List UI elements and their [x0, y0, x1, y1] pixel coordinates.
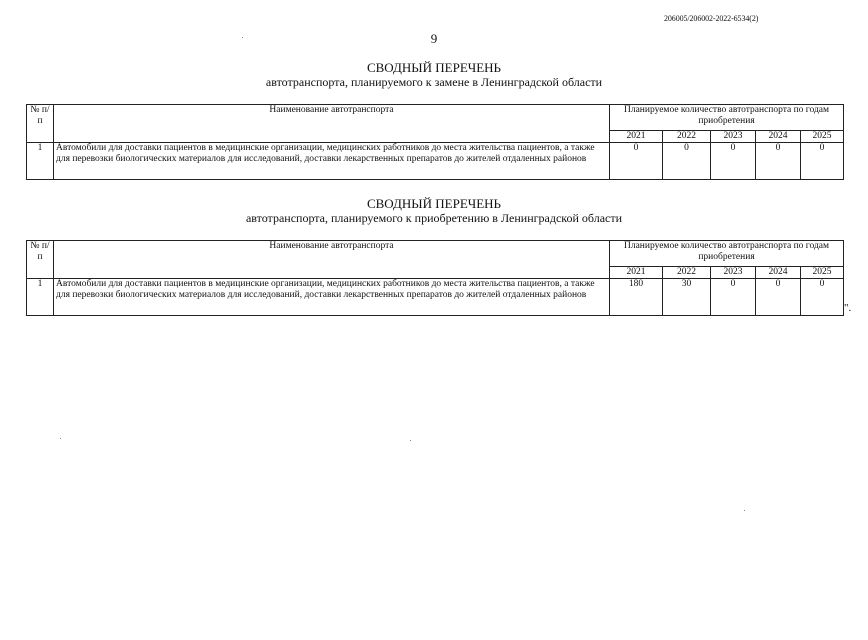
year-header: 2021 — [610, 267, 663, 279]
quantity-cell: 0 — [711, 279, 756, 316]
scan-speck — [242, 37, 243, 38]
section-2-subtitle: автотранспорта, планируемого к приобретению в Ленинградской области — [245, 211, 623, 225]
year-header: 2025 — [801, 131, 844, 143]
quantity-cell: 0 — [756, 279, 801, 316]
year-header: 2025 — [801, 267, 844, 279]
table-row — [27, 143, 844, 180]
year-header: 2022 — [663, 267, 711, 279]
row-vehicle-description: Автомобили для доставки пациентов в медицинские организации, медицинских работников до места жительства пациентов, а также для перевозки биологических материалов для исследований, доставки лекарственных препаратов до жителей отдаленных районов — [54, 279, 610, 316]
quantity-cell: 30 — [663, 279, 711, 316]
column-header-number: № п/п — [27, 105, 54, 143]
section-1-subtitle: автотранспорта, планируемого к замене в Ленинградской области — [265, 75, 603, 89]
column-header-number: № п/п — [27, 241, 54, 279]
table-row — [27, 279, 844, 316]
row-vehicle-description: Автомобили для доставки пациентов в медицинские организации, медицинских работников до места жительства пациентов, а также для перевозки биологических материалов для исследований, доставки лекарственных препаратов до жителей отдаленных районов — [54, 143, 610, 180]
year-header: 2023 — [711, 131, 756, 143]
year-header: 2024 — [756, 267, 801, 279]
year-header: 2023 — [711, 267, 756, 279]
year-header: 2022 — [663, 131, 711, 143]
quantity-cell: 0 — [663, 143, 711, 180]
quantity-cell: 0 — [711, 143, 756, 180]
column-header-vehicle-name: Наименование автотранспорта — [54, 241, 610, 279]
section-2-title: СВОДНЫЙ ПЕРЕЧЕНЬ — [366, 196, 502, 211]
row-number: 1 — [27, 279, 54, 316]
scan-speck — [410, 440, 411, 441]
row-number: 1 — [27, 143, 54, 180]
column-header-planned-quantity: Планируемое количество автотранспорта по годам приобретения — [610, 241, 844, 267]
quantity-cell: 0 — [756, 143, 801, 180]
column-header-vehicle-name: Наименование автотранспорта — [54, 105, 610, 143]
page-number: 9 — [430, 31, 438, 46]
year-header: 2024 — [756, 131, 801, 143]
section-1-title: СВОДНЫЙ ПЕРЕЧЕНЬ — [366, 60, 502, 75]
quantity-cell: 0 — [610, 143, 663, 180]
column-header-planned-quantity: Планируемое количество автотранспорта по годам приобретения — [610, 105, 844, 131]
scan-speck — [744, 510, 745, 511]
quantity-cell: 0 — [801, 279, 844, 316]
replacement-table — [26, 104, 844, 180]
quantity-cell: 0 — [801, 143, 844, 180]
closing-quote-mark: ". — [844, 302, 852, 314]
acquisition-table — [26, 240, 844, 316]
year-header: 2021 — [610, 131, 663, 143]
scan-speck — [60, 438, 61, 439]
document-id: 206005/206002-2022-6534(2) — [664, 14, 759, 23]
quantity-cell: 180 — [610, 279, 663, 316]
